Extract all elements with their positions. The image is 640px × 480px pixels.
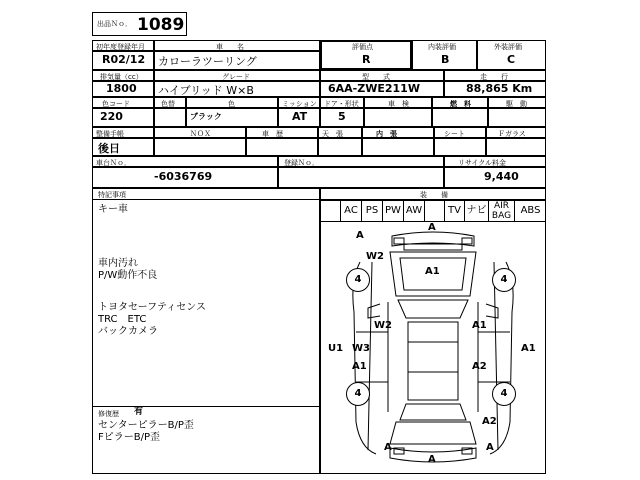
color-code-value: 220 [100,110,123,123]
mark-rear-bumper-a: A [428,454,436,465]
inspection-value-cell [364,108,432,127]
maint-value: 後日 [98,142,120,155]
mark-front-left-w2: W2 [366,251,384,262]
reg-label: 登録Ｎｏ． [284,159,319,167]
chassis-label: 車台Ｎｏ． [96,159,131,167]
exterior-grade-value: C [507,53,516,66]
note-line-4: トヨタセーフティセンス [98,302,206,313]
equipment-blank [320,200,341,222]
mark-left-rear-door-a1: A1 [352,361,367,372]
exterior-grade-label: 外装評価 [494,43,522,51]
note-line-2: 車内汚れ [98,258,138,269]
history-label: 車 歴 [262,130,283,138]
mark-windshield-w2: W2 [374,320,392,331]
nox-label: ＮＯＸ [190,130,211,138]
mission-value: AT [292,110,308,123]
equipment-header: 装 備 [420,191,448,199]
color-value: ブラック [190,112,222,121]
color-label: 色 [228,100,235,108]
door-label: ドア・形状 [324,100,359,108]
roof-value-cell [318,138,362,156]
note-line-1: キー車 [98,204,128,215]
year-value: R02/12 [102,53,146,66]
grade-label: グレード [222,73,250,81]
mark-right-side-a1: A1 [521,343,536,354]
equipment-aw: AW [404,200,425,222]
mark-hood-a1: A1 [425,266,440,277]
repair-line-2: FピラーB/P歪 [98,432,161,443]
mark-rear-right-a: A [486,442,494,453]
glass-label: Ｆガラス [498,130,526,138]
note-line-5: TRC ETC [98,314,147,325]
tire-front-left: 4 [346,268,370,292]
equipment-tv: TV [445,200,465,222]
maint-label: 整備手帳 [96,130,124,138]
repair-line-1: センターピラーB/P歪 [98,420,194,431]
roof-label: 天 張 [322,130,343,138]
seat-value-cell [434,138,486,156]
tire-rear-left: 4 [346,382,370,406]
equipment-pw: PW [383,200,404,222]
mileage-label: 走 行 [480,73,508,81]
notes-header: 特記事項 [98,191,126,199]
fuel-value-cell [432,108,488,127]
mark-rear-left-a: A [384,442,392,453]
year-label: 初年度登録年月 [96,43,145,51]
color-no-label: 色替 [161,100,175,108]
lot-number-label: 出品Ｎｏ． [97,20,132,28]
drive-label: 駆 動 [506,100,527,108]
drive-value-cell [488,108,546,127]
mark-right-rear-door-a2: A2 [472,361,487,372]
score-label: 評価点 [352,43,373,51]
recycle-value: 9,440 [484,170,519,183]
lot-number-box [92,12,187,36]
car-name: カローラツーリング [158,55,257,68]
interior-grade-value: B [441,53,450,66]
nox-value-cell [154,138,246,156]
mark-left-pillar-w3: W3 [352,343,370,354]
equipment-ac: AC [341,200,362,222]
note-line-6: バックカメラ [98,326,158,337]
repair-value: 有 [134,407,144,417]
interior-grade-label: 内装評価 [428,43,456,51]
score-value: R [362,53,371,66]
equipment-abs: ABS [520,205,541,216]
grade-value: ハイブリッド W×B [158,84,254,97]
model-label: 型 式 [362,73,390,81]
tire-rear-right: 4 [492,382,516,406]
mileage-value: 88,865 Km [466,82,533,95]
chassis-value: -6036769 [154,170,213,183]
mark-front-bumper: A [428,222,436,233]
seat-label: シート [444,130,465,138]
lining-label-cell [362,127,434,138]
inspection-label: 車 検 [388,100,409,108]
reg-value-cell [278,167,444,188]
lining-label: 内 張 [376,130,397,138]
model-value: 6AA-ZWE211W [328,82,420,95]
fuel-label: 燃 料 [450,100,471,108]
equipment-ps: PS [362,200,383,222]
notes-header-cell [92,188,320,200]
glass-value-cell [486,138,546,156]
color-no-value-cell [154,108,186,127]
mark-rear-right-a2: A2 [482,416,497,427]
equipment-empty [425,200,445,222]
repair-label: 修復歴 [98,410,119,418]
car-label: 車 名 [216,43,244,51]
lot-number: 1089 [137,15,185,35]
equipment-airbag: AIR BAG [489,200,515,222]
displacement-label: 排気量（cc） [100,73,143,81]
color-code-label: 色コード [102,100,130,108]
displacement-value: 1800 [106,82,137,95]
mission-label: ミッション [282,100,317,108]
lining-value-cell [362,138,434,156]
history-value-cell [246,138,318,156]
tire-front-right: 4 [492,268,516,292]
mark-right-door-a1: A1 [472,320,487,331]
note-line-3: P/W動作不良 [98,270,158,281]
recycle-label: リサイクル料金 [458,159,507,167]
mark-front-left-corner: A [356,230,364,241]
mark-left-side-u1: U1 [328,343,344,354]
equipment-navi: ナビ [465,200,489,222]
door-value: 5 [338,110,346,123]
